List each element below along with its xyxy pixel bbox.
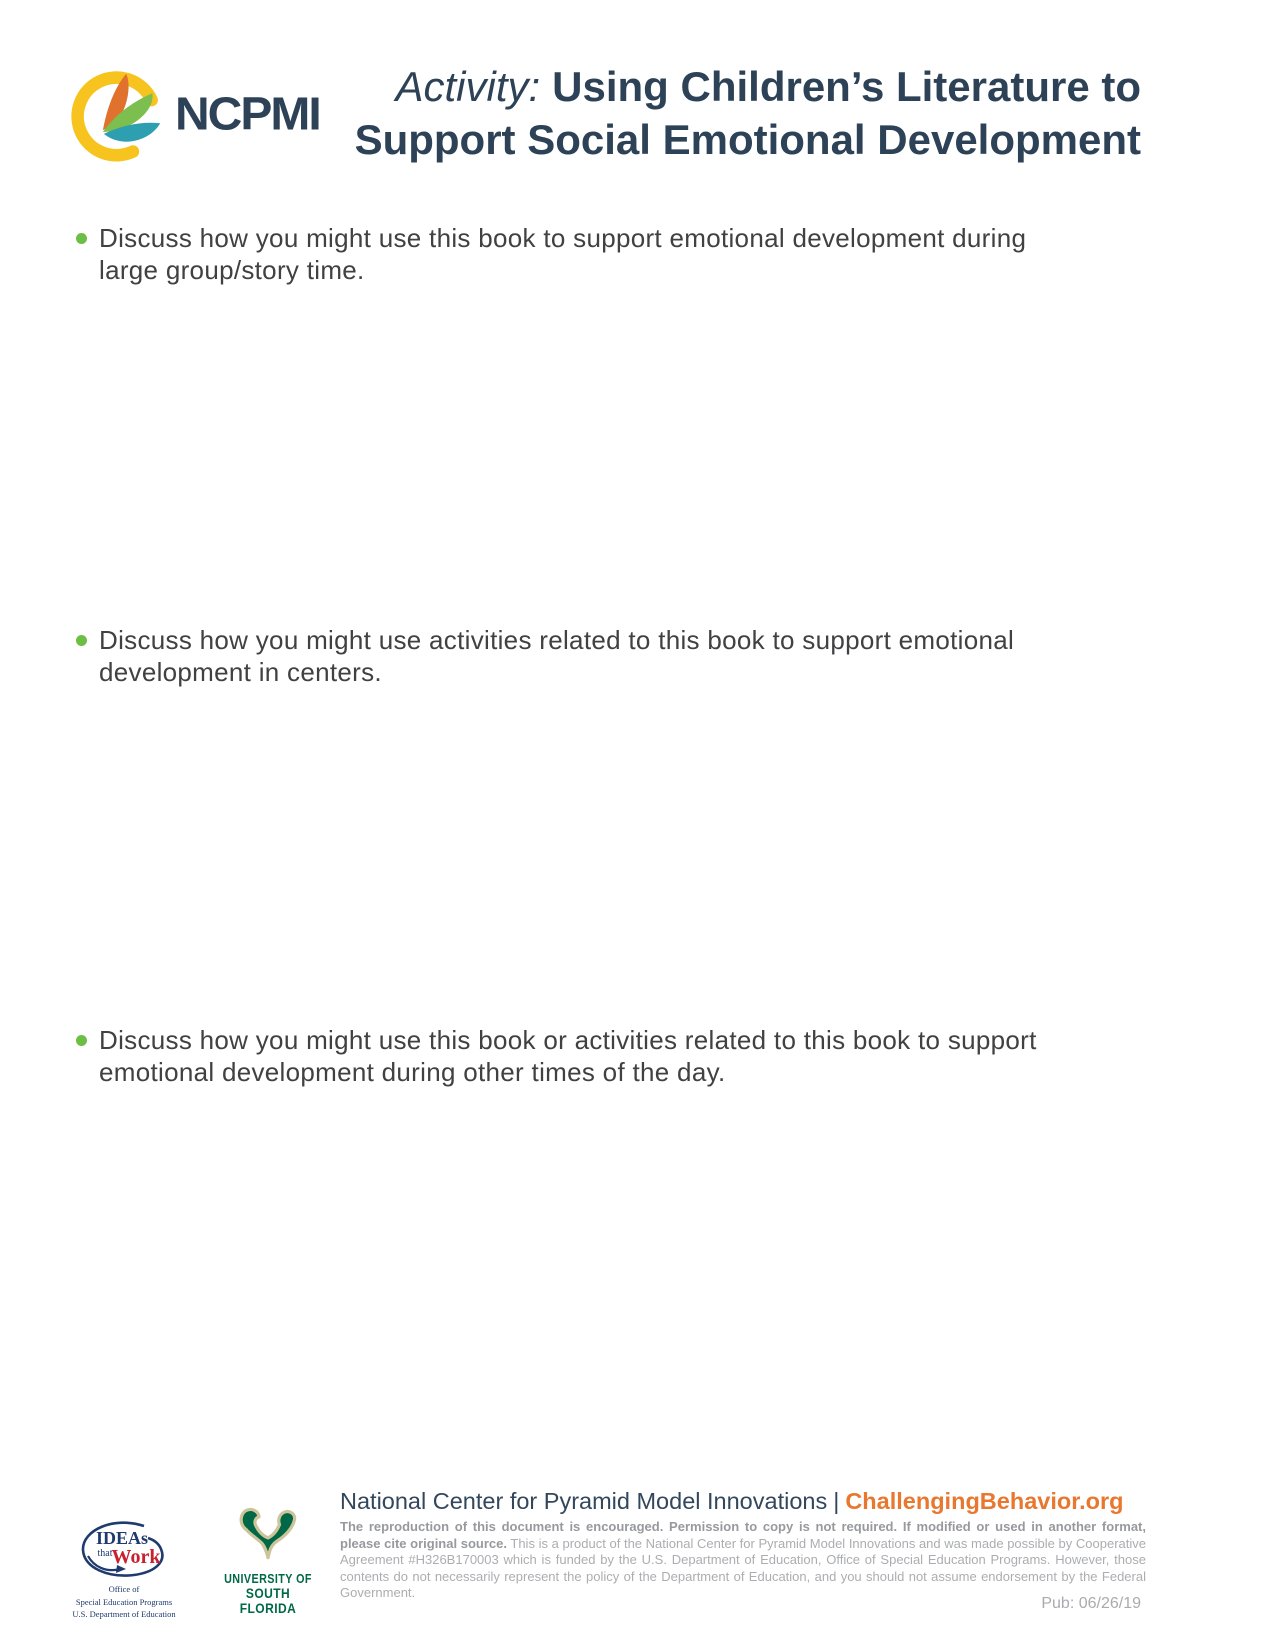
bullet-dot-icon xyxy=(76,1035,87,1046)
footer-text-block xyxy=(340,1486,1146,1602)
bullet-3-line-1: Discuss how you might use this book or activities related to this book to support xyxy=(99,1025,1037,1055)
ideas-word2-text: that xyxy=(97,1548,113,1559)
usf-text-line-1: UNIVERSITY OF xyxy=(224,1572,312,1586)
bullet-text-3 xyxy=(99,1024,1037,1088)
page-title xyxy=(311,60,1141,166)
disclaimer xyxy=(340,1519,1146,1602)
bullet-2-line-2: development in centers. xyxy=(99,657,382,687)
bullet-item-2 xyxy=(76,624,1151,688)
bullet-3-line-2: emotional development during other times of the day. xyxy=(99,1057,726,1087)
disclaimer-rest: This is a product of the National Center for Pyramid Model Innovations and was made possible by Cooperative Agreement #H326B170003 which is funded by the U.S. Department of Education, Office of Special Education Programs. However, those contents do not necessarily represent the policy of the Department of Education, and you should not assume endorsement by the Federal Government. xyxy=(340,1535,1146,1600)
ideas-swirl-icon xyxy=(74,1518,174,1582)
usf-logo xyxy=(212,1504,324,1616)
org-divider: | xyxy=(833,1488,840,1514)
pub-date: Pub: 06/26/19 xyxy=(1041,1595,1141,1612)
bullet-2-line-1: Discuss how you might use activities related to this book to support emotional xyxy=(99,625,1015,655)
disclaimer-bold: The reproduction of this document is encouraged. Permission to copy is not required. If modified or used in another format, please cite original source. xyxy=(340,1519,1146,1551)
org-line xyxy=(340,1486,1146,1516)
org-name: National Center for Pyramid Model Innovations xyxy=(340,1488,828,1514)
ncpmi-logo-icon xyxy=(68,66,165,163)
usf-text-line-2: SOUTH FLORIDA xyxy=(239,1585,297,1616)
ncpmi-logo-text: NCPMI xyxy=(175,89,320,140)
bullet-1-line-2: large group/story time. xyxy=(99,255,365,285)
ideas-sub-line-1: Office of xyxy=(108,1584,140,1594)
bullet-item-3 xyxy=(76,1024,1151,1088)
ideas-word1-text: IDEAs xyxy=(95,1528,149,1548)
bullet-dot-icon xyxy=(76,635,87,646)
bullet-item-1 xyxy=(76,222,1151,286)
org-site-link[interactable]: ChallengingBehavior.org xyxy=(845,1488,1124,1514)
title-line2: Support Social Emotional Development xyxy=(354,116,1141,163)
title-prefix: Activity: xyxy=(395,63,541,110)
ideas-that-work-logo xyxy=(68,1518,180,1620)
bullet-dot-icon xyxy=(76,233,87,244)
bullet-text-1 xyxy=(99,222,1026,286)
ideas-word3-text: Work xyxy=(111,1546,161,1568)
usf-bull-icon xyxy=(236,1504,300,1568)
bullet-1-line-1: Discuss how you might use this book to support emotional development during xyxy=(99,223,1027,253)
title-line1: Activity: Using Children’s Literature to xyxy=(395,63,1141,110)
ideas-sub-line-2: Special Education Programs xyxy=(75,1596,173,1607)
ideas-sub-line-3: U.S. Department of Education xyxy=(72,1609,176,1619)
ncpmi-logo xyxy=(68,66,320,163)
usf-logo-text xyxy=(220,1572,316,1616)
bullet-text-2 xyxy=(99,624,1014,688)
